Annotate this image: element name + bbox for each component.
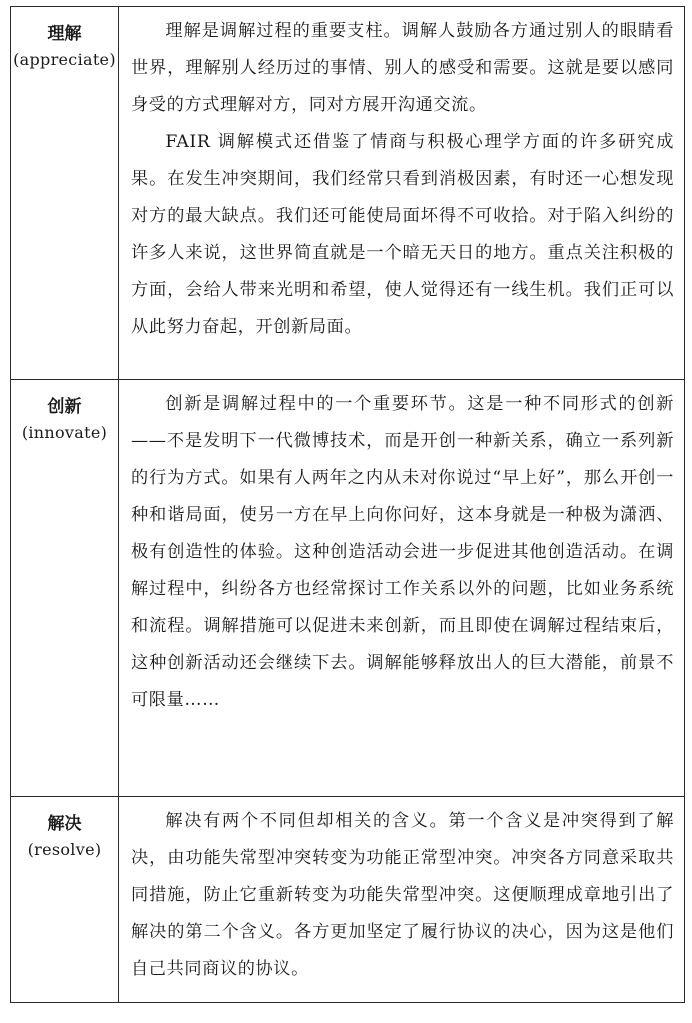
description-cell xyxy=(119,380,685,797)
paragraph: 解决有两个不同但却相关的含义。第一个含义是冲突得到了解决，由功能失常型冲突转变为功能正常型冲突。冲突各方同意采取共同措施，防止它重新转变为功能失常型冲突。这便顺理成章地引出了解决的第二个含义。各方更加坚定了履行协议的决心，因为这是他们自己共同商议的协议。 xyxy=(131,811,674,979)
fair-terms-table xyxy=(10,6,685,1003)
term-chinese: 创新 xyxy=(47,397,82,417)
paragraph: 创新是调解过程中的一个重要环节。这是一种不同形式的创新——不是发明下一代微博技术，而是开创一种新关系，确立一系列新的行为方式。如果有人两年之内从未对你说过“早上好”，那么开创一种和谐局面，使另一方在早上向你问好，这本身就是一种极为潇洒、极有创造性的体验。这种创造活动会进一步促进其他创造活动。在调解过程中，纠纷各方也经常探讨工作关系以外的问题，比如业务系统和流程。调解措施可以促进未来创新，而且即使在调解过程结束后，这种创新活动还会继续下去。调解能够释放出人的巨大潜能，前景不可限量…… xyxy=(131,394,674,710)
paragraph: FAIR 调解模式还借鉴了情商与积极心理学方面的许多研究成果。在发生冲突期间，我们经常只看到消极因素，有时还一心想发现对方的最大缺点。我们还可能使局面坏得不可收拾。对于陷入纠纷的许多人来说，这世界简直就是一个暗无天日的地方。重点关注积极的方面，会给人带来光明和希望，使人觉得还有一线生机。我们正可以从此努力奋起，开创新局面。 xyxy=(131,132,674,337)
term-cell xyxy=(11,7,119,380)
term-chinese: 理解 xyxy=(47,24,82,44)
table-row-innovate xyxy=(11,380,685,797)
table-row-appreciate xyxy=(11,7,685,380)
term-english: (innovate) xyxy=(21,423,108,442)
paragraph: 理解是调解过程的重要支柱。调解人鼓励各方通过别人的眼睛看世界，理解别人经历过的事情、别人的感受和需要。这就是要以感同身受的方式理解对方，同对方展开沟通交流。 xyxy=(131,21,674,115)
description-cell xyxy=(119,7,685,380)
term-cell xyxy=(11,797,119,1003)
term-chinese: 解决 xyxy=(47,814,82,834)
term-english: (appreciate) xyxy=(13,50,116,69)
term-english: (resolve) xyxy=(27,840,102,859)
term-cell xyxy=(11,380,119,797)
description-cell xyxy=(119,797,685,1003)
table-row-resolve xyxy=(11,797,685,1003)
